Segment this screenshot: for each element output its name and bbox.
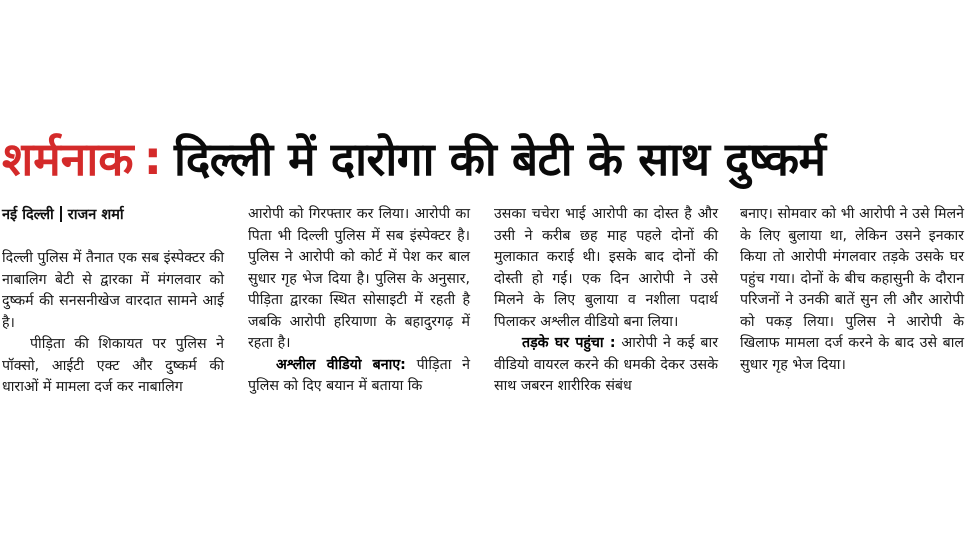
paragraph-with-subhead [248,355,470,398]
paragraph: आरोपी को गिरफ्तार कर लिया। आरोपी का पिता भी दिल्ली पुलिस में सब इंस्पेक्टर है। पुलिस ने आरोपी को कोर्ट में पेश कर बाल सुधार गृह भेज दिया है। पुलिस के अनुसार, पीड़िता द्वारका स्थित सोसाइटी में रहती है जबकि आरोपी हरियाणा के बहादुरगढ़ में रहता है। [248,206,470,351]
paragraph: उसका चचेरा भाई आरोपी का दोस्त है और उसी ने करीब छह माह पहले दोनों की मुलाकात कराई थी। इसके बाद दोनों की दोस्ती हो गई। एक दिन आरोपी ने उसे मिलने के लिए बुलाया व नशीला पदार्थ पिलाकर अश्लील वीडियो बना लिया। [494,206,718,330]
headline-main: दिल्ली में दारोगा की बेटी के साथ दुष्कर्म [173,132,826,186]
paragraph: बनाए। सोमवार को भी आरोपी ने उसे मिलने के लिए बुलाया था, लेकिन उसने इनकार किया तो आरोपी मंगलवार तड़के उसके घर पहुंच गया। दोनों के बीच कहासुनी के दौरान परिजनों ने उनकी बातें सुन ली और आरोपी को पकड़ लिया। पुलिस ने आरोपी के खिलाफ मामला दर्ज करने के बाद उसे बाल सुधार गृह भेज दिया। [740,206,964,373]
byline-separator [60,206,62,222]
headline [0,118,970,198]
paragraph-text: पीड़िता ने पुलिस को दिए बयान में बताया कि [248,356,470,394]
byline [2,204,227,224]
paragraph-with-subhead [494,333,718,398]
headline-colon: : [143,131,162,185]
paragraph: दिल्ली पुलिस में तैनात एक सब इंस्पेक्टर की नाबालिग बेटी से द्वारका में मंगलवार को दुष्कर्म की सनसनीखेज वारदात सामने आई है। [2,250,224,331]
article-column-1 [2,248,224,399]
headline-kicker: शर्मनाक [2,132,134,186]
byline-place: नई दिल्ली [2,207,54,223]
subheading: अश्लील वीडियो बनाए: [276,356,406,373]
paragraph-text: आरोपी ने कई बार वीडियो वायरल करने की धमकी देकर उसके साथ जबरन शारीरिक संबंध [494,335,718,394]
article-column-2 [248,204,470,398]
article-column-4 [740,204,964,376]
subheading: तड़के घर पहुंचा : [522,335,616,351]
byline-author: राजन शर्मा [67,207,124,223]
paragraph: पीड़िता की शिकायत पर पुलिस ने पॉक्सो, आईटी एक्ट और दुष्कर्म की धाराओं में मामला दर्ज कर नाबालिग [2,336,224,395]
article-column-3 [494,204,718,398]
